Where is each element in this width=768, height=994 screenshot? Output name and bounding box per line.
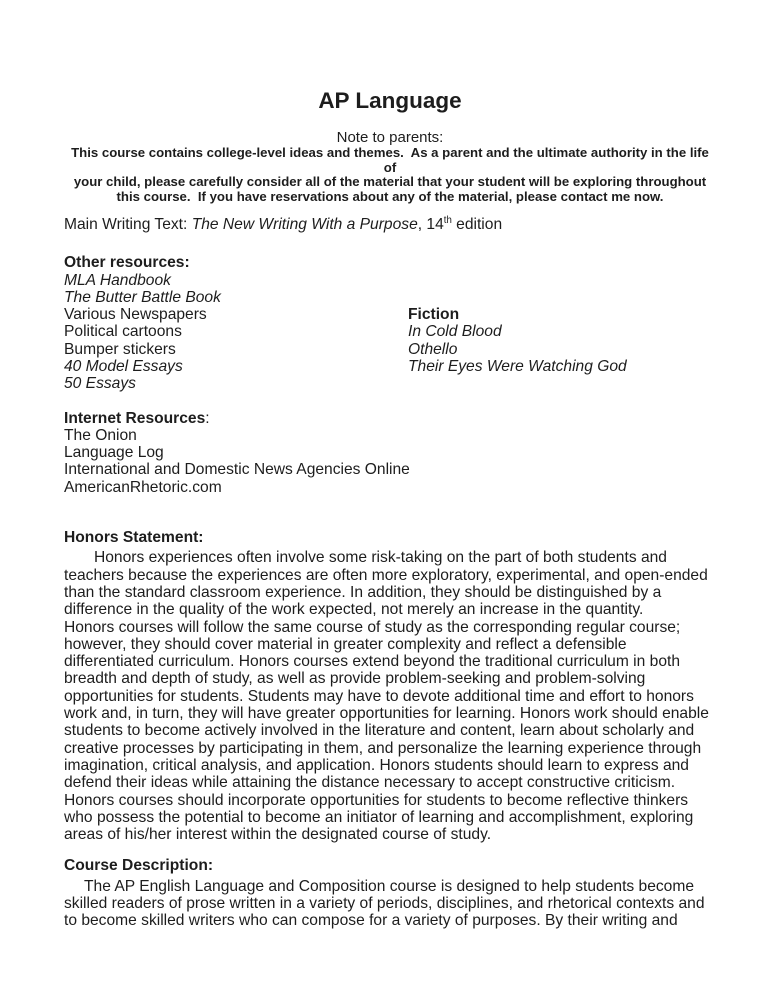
list-item: Bumper stickers: [64, 340, 176, 358]
honors-statement-heading: Honors Statement:: [64, 529, 204, 547]
text-line: students to become actively involved in the literature and content, learn about scholarly and: [64, 722, 695, 740]
text-line: Honors experiences often involve some risk-taking on the part of both students and: [94, 549, 667, 567]
other-resources-heading: Other resources:: [64, 254, 190, 272]
list-item: Othello: [408, 340, 458, 358]
text-line: skilled readers of prose written in a variety of periods, disciplines, and rhetorical contexts and: [64, 895, 705, 913]
list-item: Their Eyes Were Watching God: [408, 358, 627, 375]
list-item: International and Domestic News Agencies Online: [64, 461, 410, 479]
list-item: In Cold Blood: [408, 323, 502, 341]
list-item: Various Newspapers: [64, 306, 207, 324]
list-item: MLA Handbook: [64, 271, 171, 289]
text-line: differentiated curriculum. Honors courses extend beyond the traditional curriculum in both: [64, 653, 680, 671]
text-line: creative processes by participating in them, and personalize the learning experience through: [64, 739, 702, 757]
list-item: The Onion: [64, 426, 137, 444]
honors-statement-body: [64, 549, 716, 843]
note-to-parents-heading: Note to parents:: [336, 129, 444, 146]
course-description-heading: Course Description:: [64, 857, 214, 875]
text-line: work and, in turn, they will have greater opportunities for learning. Honors work should enable: [64, 705, 709, 723]
note-to-parents-body: [64, 146, 716, 204]
text-line: teachers because the experiences are often more exploratory, experimental, and open-ended: [64, 566, 708, 584]
main-writing-text-label: Main Writing Text:: [64, 215, 192, 233]
text-line: to become skilled writers who can compose for a variety of purposes. By their writing and: [64, 912, 678, 930]
text-line: defend their ideas while attaining the distance necessary to accept constructive criticism.: [64, 774, 676, 792]
list-item: Language Log: [64, 444, 164, 462]
fiction-heading: Fiction: [408, 306, 460, 324]
main-writing-text-line: [64, 216, 716, 233]
text-line: Honors courses should incorporate opportunities for students to become reflective thinkers: [64, 791, 689, 809]
text-line: than the standard classroom experience. In addition, they should be distinguished by a: [64, 583, 662, 601]
list-item: AmericanRhetoric.com: [64, 478, 222, 496]
course-description-body: [64, 878, 716, 930]
edition-ordinal-suffix: th: [443, 214, 452, 226]
edition-number: , 14: [417, 215, 444, 233]
internet-resources-heading-text: Internet Resources: [64, 409, 206, 427]
list-item: The Butter Battle Book: [64, 288, 221, 306]
list-item: 40 Model Essays: [64, 358, 183, 375]
page-title: AP Language: [318, 88, 462, 113]
text-line: imagination, critical analysis, and application. Honors students should learn to express and: [64, 756, 689, 774]
fiction-list: [408, 306, 627, 375]
text-line: breadth and depth of study, as well as provide problem-seeking and problem-solving: [64, 670, 646, 688]
text-line: who possess the potential to become an initiator of learning and accomplishment, exploring: [64, 808, 694, 826]
resources-section: [64, 254, 716, 392]
internet-resources-heading-colon: :: [205, 409, 210, 427]
text-line: opportunities for students. Students may have to devote additional time and effort to honors: [64, 687, 694, 705]
text-line: Honors courses will follow the same course of study as the corresponding regular course;: [64, 618, 681, 636]
text-line: this course. If you have reservations about any of the material, please contact me now.: [116, 188, 664, 204]
list-item: 50 Essays: [64, 375, 136, 393]
text-line: This course contains college-level ideas and themes. As a parent and the ultimate authority in the life of: [71, 145, 713, 175]
edition-word: edition: [451, 215, 503, 233]
list-item: Political cartoons: [64, 323, 182, 341]
text-line: your child, please carefully consider all of the material that your student will be exploring throughout: [73, 174, 707, 190]
internet-resources-section: [64, 410, 716, 496]
internet-resources-heading: [64, 410, 716, 427]
text-line: areas of his/her interest within the designated course of study.: [64, 826, 492, 844]
text-line: however, they should cover material in greater complexity and reflect a defensible: [64, 635, 627, 653]
text-line: The AP English Language and Composition course is designed to help students become: [84, 877, 695, 895]
book-title: The New Writing With a Purpose: [191, 215, 418, 233]
text-line: difference in the quality of the work expected, not merely an increase in the quantity.: [64, 601, 644, 619]
